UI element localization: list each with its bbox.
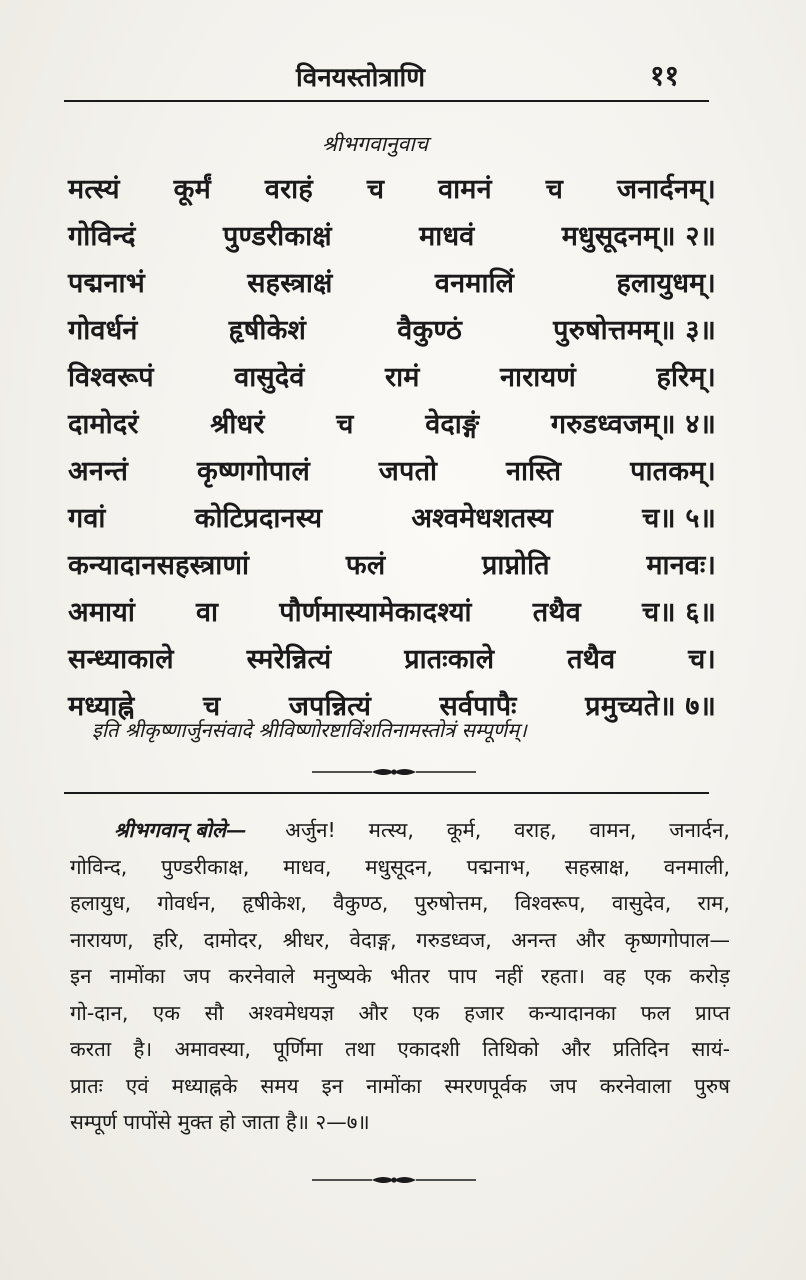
verse-line — [68, 401, 716, 448]
translation-word: भीतर — [390, 964, 430, 988]
translation-word: हजार — [464, 1000, 504, 1025]
translation-word: सहस्राक्ष, — [564, 854, 631, 879]
translation-word: एक — [412, 1000, 440, 1025]
verse-word: तथैव — [532, 597, 582, 628]
translation-word: गोविन्द, — [70, 854, 128, 879]
verse-word: च॥ ६॥ — [642, 597, 716, 628]
verse-word: वैकुण्ठं — [397, 315, 463, 346]
verse-word: अनन्तं — [68, 456, 129, 487]
verse-word: प्रमुच्यते॥ ७॥ — [585, 691, 716, 722]
translation-word: वह — [603, 964, 626, 988]
verse-word: हरिम्। — [656, 362, 716, 393]
translation-word: प्रातः — [70, 1073, 103, 1098]
verse-word: वेदाङ्गं — [425, 409, 480, 440]
verse-word: माधवं — [419, 221, 475, 252]
translation-word: गरुडध्वज, — [416, 927, 492, 952]
translation-word: हलायुध, — [70, 891, 132, 915]
verse-word: जपन्नित्यं — [288, 691, 372, 722]
translation-word: श्रीधर, — [282, 927, 331, 952]
translation-line — [70, 1104, 730, 1141]
translation-word: अनन्त — [511, 927, 557, 952]
verse-word: अमायां — [68, 597, 136, 628]
verse-line — [68, 307, 716, 354]
translation-word: और — [561, 1037, 591, 1061]
translation-line — [70, 922, 730, 959]
page-number: ११ — [650, 59, 680, 92]
translation-word: करोड़ — [689, 964, 730, 988]
translation-word: विश्वरूप, — [514, 891, 586, 915]
verse-line — [68, 260, 716, 307]
translation-word: कृष्णगोपाल— — [624, 927, 730, 952]
verse-line — [68, 636, 716, 683]
translation-line — [70, 1031, 730, 1068]
section-rule — [64, 792, 709, 794]
verse-word: कूर्मं — [173, 174, 211, 205]
verse-word: हृषीकेशं — [228, 315, 307, 346]
translation-word: फल — [640, 1000, 671, 1025]
translation-word: और — [575, 927, 606, 952]
translation-word: जप — [183, 964, 211, 988]
verse-word: मधुसूदनम्॥ २॥ — [561, 221, 716, 252]
verse-word: सन्ध्याकाले — [68, 644, 174, 675]
translation-word: पद्मनाभ, — [466, 854, 531, 879]
verse-word: च। — [688, 644, 716, 675]
verse-word: वा — [196, 597, 219, 628]
translation-word: सायं- — [691, 1037, 730, 1061]
translation-word: करनेवाला — [599, 1073, 672, 1098]
translation-word: प्रतिदिन — [612, 1037, 670, 1061]
translation-word: नामोंका — [366, 1073, 422, 1098]
translation-word: कूर्म, — [446, 818, 482, 842]
verse-word: कोटिप्रदानस्य — [194, 503, 323, 534]
verse-word: नारायणं — [500, 362, 577, 393]
verse-word: च — [336, 409, 354, 440]
translation-word: राम, — [697, 891, 730, 915]
translation-word: पुरुषोत्तम, — [414, 891, 489, 915]
verse-word: वासुदेवं — [234, 362, 305, 393]
ornament-divider — [310, 764, 478, 780]
verse-word: स्मरेन्नित्यं — [246, 644, 332, 675]
translation-paragraph — [70, 812, 730, 1141]
verse-block — [68, 166, 716, 730]
translation-word: पूर्णिमा — [273, 1037, 323, 1061]
translation-word: और — [358, 1000, 388, 1025]
translation-word: पुण्डरीकाक्ष, — [161, 854, 250, 879]
translation-word: वासुदेव, — [611, 891, 672, 915]
verse-word: गवां — [68, 503, 106, 534]
translation-word: तथा — [344, 1037, 376, 1061]
translation-word: सम्पूर्ण पापोंसे मुक्त हो जाता है॥ २—७॥ — [70, 1110, 370, 1134]
verse-word: पुण्डरीकाक्षं — [222, 221, 332, 252]
translation-word: एक — [644, 964, 672, 988]
translation-word: वेदाङ्ग, — [349, 927, 397, 952]
translation-word: इन — [321, 1073, 344, 1098]
translation-word: नारायण, — [70, 927, 134, 952]
translation-word: एकादशी — [397, 1037, 460, 1061]
translation-word: मनुष्यके — [313, 964, 372, 988]
translation-word: मधुसूदन, — [365, 854, 433, 879]
verse-word: रामं — [385, 362, 420, 393]
translation-word: अमावस्या, — [174, 1037, 251, 1061]
translation-line — [70, 995, 730, 1032]
translation-word: करता — [70, 1037, 112, 1061]
verse-word: पुरुषोत्तमम्॥ ३॥ — [553, 315, 716, 346]
translation-lead: श्रीभगवान् बोले— — [114, 818, 247, 842]
verse-line — [68, 166, 716, 213]
translation-word: कन्यादानका — [528, 1000, 617, 1025]
translation-word: मध्याह्नके — [171, 1073, 238, 1098]
verse-word: गोवर्धनं — [68, 315, 138, 346]
verse-word: मत्स्यं — [68, 174, 120, 205]
verse-word: गोविन्दं — [68, 221, 136, 252]
verse-line — [68, 542, 716, 589]
speaker-label: श्रीभगवानुवाच — [322, 132, 429, 156]
translation-word: जनार्दन, — [669, 818, 730, 842]
verse-word: अश्वमेधशतस्य — [411, 503, 553, 534]
verse-word: वनमालिं — [434, 268, 515, 299]
verse-word: सहस्त्राक्षं — [247, 268, 333, 299]
verse-word: सर्वपापैः — [439, 691, 517, 722]
verse-word: कन्यादानसहस्त्राणां — [68, 550, 250, 581]
translation-line — [70, 958, 730, 995]
translation-word: करनेवाले — [228, 964, 295, 988]
translation-word: स्मरणपूर्वक — [444, 1073, 527, 1098]
translation-word: रहता। — [541, 964, 586, 988]
verse-word: च — [366, 174, 385, 205]
translation-word: गोवर्धन, — [157, 891, 217, 915]
verse-word: च — [203, 691, 221, 722]
translation-line — [70, 849, 730, 886]
verse-word: मानवः। — [646, 550, 716, 581]
verse-word: श्रीधरं — [210, 409, 265, 440]
translation-word: वनमाली, — [663, 854, 730, 879]
verse-word: नास्ति — [506, 456, 562, 487]
verse-word: फलं — [345, 550, 386, 581]
verse-word: च — [545, 174, 564, 205]
verse-word: च॥ ५॥ — [642, 503, 716, 534]
verse-word: दामोदरं — [68, 409, 139, 440]
translation-word: इन — [70, 964, 92, 988]
header-rule — [64, 100, 709, 102]
verse-word: पौर्णमास्यामेकादश्यां — [279, 597, 472, 628]
translation-word: है। — [133, 1037, 153, 1061]
translation-word: नामोंका — [109, 964, 166, 988]
translation-word: नहीं — [495, 964, 523, 988]
translation-word: हृषीकेश, — [242, 891, 307, 915]
translation-word: अश्वमेधयज्ञ — [248, 1000, 334, 1025]
translation-word: पाप — [448, 964, 477, 988]
verse-word: जपतो — [378, 456, 438, 487]
verse-word: जनार्दनम्। — [617, 174, 716, 205]
translation-word: प्राप्त — [694, 1000, 730, 1025]
verse-word: पद्मनाभं — [68, 268, 145, 299]
verse-line — [68, 495, 716, 542]
verse-word: विश्वरूपं — [68, 362, 154, 393]
colophon: इति श्रीकृष्णार्जुनसंवादे श्रीविष्णोरष्टाविंशतिनामस्तोत्रं सम्पूर्णम्। — [92, 718, 527, 742]
translation-word: माधव, — [283, 854, 332, 879]
translation-word: हरि, — [153, 927, 185, 952]
translation-word: वैकुण्ठ, — [333, 891, 389, 915]
running-header-title: विनयस्तोत्राणि — [296, 63, 425, 93]
translation-word: एवं — [125, 1073, 149, 1098]
translation-word: वराह, — [514, 818, 557, 842]
translation-word: वामन, — [589, 818, 637, 842]
translation-word: गो-दान, — [70, 1000, 129, 1025]
verse-word: हलायुधम्। — [616, 268, 716, 299]
verse-line — [68, 589, 716, 636]
verse-line — [68, 354, 716, 401]
translation-word: दामोदर, — [203, 927, 264, 952]
verse-word: प्राप्नोति — [482, 550, 550, 581]
verse-word: गरुडध्वजम्॥ ४॥ — [550, 409, 716, 440]
ornament-divider-bottom — [310, 1172, 478, 1188]
verse-word: वामनं — [438, 174, 492, 205]
translation-word: अर्जुन! — [285, 818, 336, 842]
verse-line — [68, 448, 716, 495]
translation-word: तिथिको — [482, 1037, 539, 1061]
translation-line — [70, 1068, 730, 1105]
translation-word: मत्स्य, — [368, 818, 414, 842]
verse-word: मध्याह्ने — [68, 691, 135, 722]
translation-word: जप — [549, 1073, 577, 1098]
translation-word: एक — [152, 1000, 180, 1025]
translation-word: सौ — [204, 1000, 224, 1025]
translation-line — [70, 885, 730, 922]
verse-word: कृष्णगोपालं — [196, 456, 310, 487]
translation-word: पुरुष — [694, 1073, 730, 1098]
translation-word: समय — [260, 1073, 299, 1098]
verse-word: वराहं — [264, 174, 313, 205]
verse-word: प्रातःकाले — [404, 644, 495, 675]
verse-line — [68, 213, 716, 260]
translation-line — [70, 812, 730, 849]
verse-word: तथैव — [567, 644, 616, 675]
verse-word: पातकम्। — [630, 456, 716, 487]
